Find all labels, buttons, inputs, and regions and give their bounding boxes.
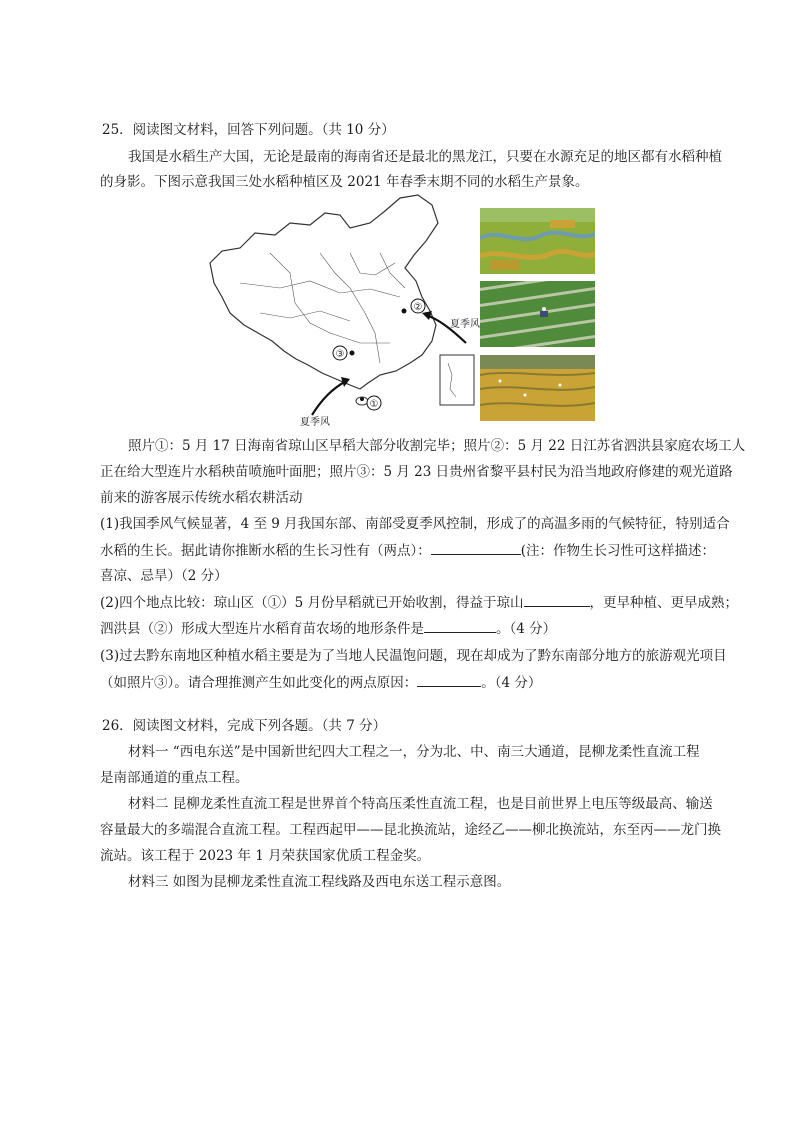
q25-part1-line1: (1)我国季风气候显著，4 至 9 月我国东部、南部受夏季风控制，形成了的高温多雨的气候特征，特别适合	[100, 516, 730, 532]
q25-caption-line2: 正在给大型连片水稻秧苗喷施叶面肥；照片③：5 月 23 日贵州省黎平县村民为沿当地政府修建的观光道路	[100, 464, 733, 480]
photo-2	[480, 281, 595, 347]
q26-material1-line1: 材料一 “西电东送”是中国新世纪四大工程之一，分为北、中、南三大通道，昆柳龙柔性直流工程	[128, 744, 700, 760]
q25-figure	[200, 193, 600, 428]
answer-blank-2[interactable]	[524, 592, 590, 607]
q25-part1-line3: 喜凉、忌旱）（2 分）	[100, 568, 228, 584]
marker-1: ①	[369, 399, 379, 410]
q26-material3-line1: 材料三 如图为昆柳龙柔性直流工程线路及西电东送工程示意图。	[128, 874, 511, 890]
q25-part2-line1	[100, 592, 739, 613]
q26-material1-line2: 是南部通道的重点工程。	[100, 770, 249, 786]
answer-blank-3[interactable]	[424, 618, 496, 633]
q25-part3-text: （如照片③）。请合理推测产生如此变化的两点原因：	[100, 675, 418, 691]
q25-part1-line2	[100, 540, 716, 561]
q25-intro-line2: 的身影。下图示意我国三处水稻种植区及 2021 年春季末期不同的水稻生产景象。	[100, 174, 589, 190]
q25-part1-note: (注：作物生长习性可这样描述：	[520, 543, 716, 559]
q25-intro-line1: 我国是水稻生产大国，无论是最南的海南省还是最北的黑龙江，只要在水源充足的地区都有水稻种植	[128, 149, 722, 165]
marker-3: ③	[335, 349, 345, 360]
q25-part2-line2	[100, 618, 700, 639]
q25-part3-line1: (3)过去黔东南地区种植水稻主要是为了当地人民温饱问题，现在却成为了黔东南部分地方的旅游观光项目	[100, 648, 727, 664]
marker-2: ②	[413, 302, 423, 313]
q25-part3-line2	[100, 672, 700, 693]
q26-material2-line2: 容量最大的多端混合直流工程。工程西起甲——昆北换流站，途经乙——柳北换流站，东至丙——龙门换	[100, 822, 721, 838]
q25-part1-text: 水稻的生长。据此请你推断水稻的生长习性有（两点）：	[100, 543, 431, 559]
q25-part3-score: 。（4 分）	[481, 675, 542, 691]
answer-blank-1[interactable]	[431, 540, 521, 555]
q25-part2-text-b: ，更早种植、更早成熟；	[589, 595, 739, 611]
q25-caption-line3: 前来的游客展示传统水稻农耕活动	[100, 490, 303, 506]
q26-material2-line3: 流站。该工程于 2023 年 1 月荣获国家优质工程金奖。	[100, 848, 431, 864]
q25-caption-line1: 照片①：5 月 17 日海南省琼山区早稻大部分收割完毕；照片②：5 月 22 日江苏省泗洪县家庭农场工人	[128, 438, 746, 454]
china-map	[200, 193, 480, 428]
wind-label-south: 夏季风	[300, 417, 330, 428]
q25-part2-text-a: (2)四个地点比较：琼山区（①）5 月份早稻就已开始收割，得益于琼山	[100, 595, 524, 611]
q26-material2-line1: 材料二 昆柳龙柔性直流工程是世界首个特高压柔性直流工程，也是目前世界上电压等级最高、输送	[128, 796, 713, 812]
q25-part2-text-c: 泗洪县（②）形成大型连片水稻育苗农场的地形条件是	[100, 621, 424, 637]
q25-title: 25．阅读图文材料，回答下列问题。（共 10 分）	[102, 122, 395, 138]
q26-title: 26．阅读图文材料，完成下列各题。（共 7 分）	[102, 718, 387, 734]
photo-1	[480, 208, 595, 274]
q25-part2-score: 。（4 分）	[496, 621, 557, 637]
answer-blank-4[interactable]	[417, 672, 481, 687]
photo-3	[480, 355, 595, 421]
wind-label-east: 夏季风	[450, 319, 480, 330]
